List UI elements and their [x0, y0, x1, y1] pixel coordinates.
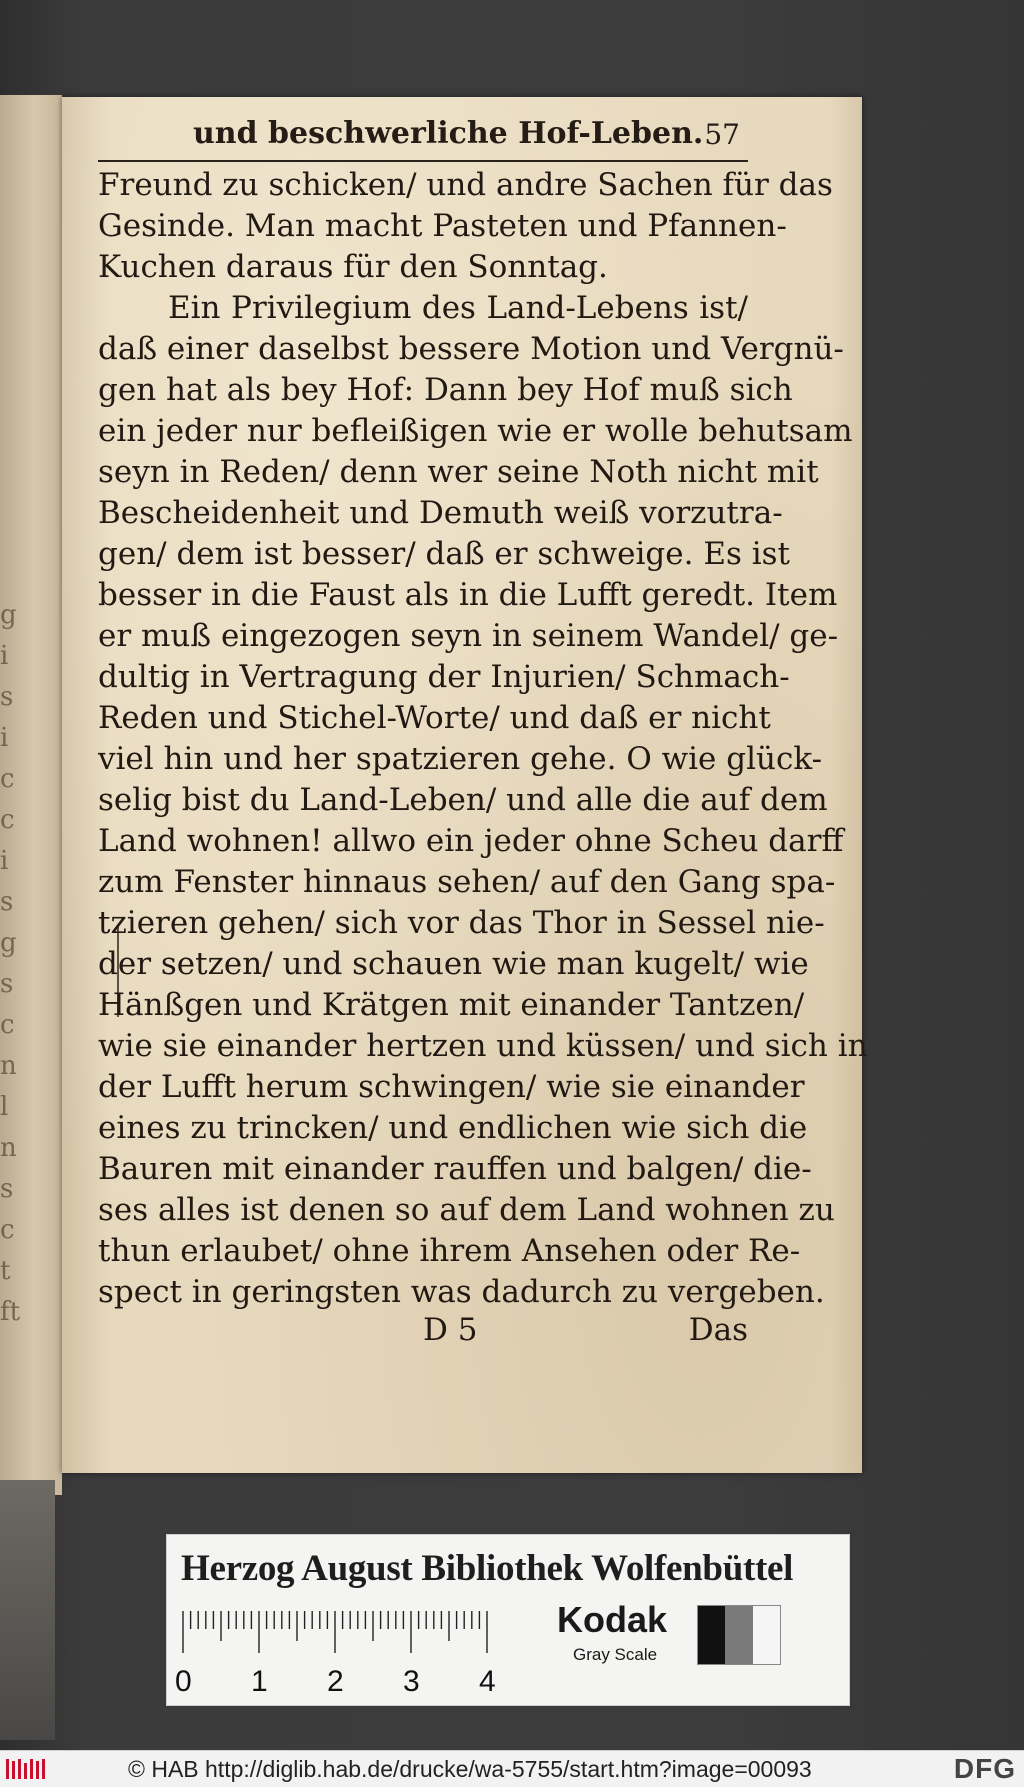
signature-mark: D 5	[423, 1312, 478, 1348]
facing-page-fragment: s	[0, 1174, 14, 1204]
ruler-number: 4	[479, 1665, 496, 1698]
facing-page-fragment: i	[0, 723, 9, 753]
text-line: wie sie einander hertzen und küssen/ und sich in	[98, 1028, 868, 1064]
facing-page-fragment: n	[0, 1133, 17, 1163]
dfg-logo: DFG	[953, 1753, 1016, 1784]
text-line: tzieren gehen/ sich vor das Thor in Sessel nie-	[98, 905, 825, 941]
library-label-card	[166, 1534, 850, 1706]
text-line: Bauren mit einander rauffen und balgen/ die-	[98, 1151, 812, 1187]
text-line: Freund zu schicken/ und andre Sachen für das	[98, 167, 833, 203]
text-line: thun erlaubet/ ohne ihrem Ansehen oder Re-	[98, 1233, 801, 1269]
facing-page-fragments	[0, 595, 30, 1333]
facing-page-fragment: g	[0, 600, 17, 630]
facing-page-fragment: n	[0, 1051, 17, 1081]
ruler-number: 1	[251, 1665, 268, 1698]
text-line: selig bist du Land-Leben/ und alle die auf dem	[98, 782, 828, 818]
running-head: und beschwerliche Hof-Leben.	[193, 116, 704, 151]
facing-page-shadow	[0, 1480, 55, 1740]
facing-page-fragment: ft	[0, 1297, 21, 1327]
text-line: Land wohnen! allwo ein jeder ohne Scheu darff	[98, 823, 844, 859]
facing-page-edge	[0, 95, 62, 1495]
page-number: 57	[704, 118, 740, 151]
text-line: eines zu trincken/ und endlichen wie sich die	[98, 1110, 808, 1146]
gray-patch	[698, 1606, 725, 1664]
text-line: er muß eingezogen seyn in seinem Wandel/ ge-	[98, 618, 839, 654]
text-line: dultig in Vertragung der Injurien/ Schmach-	[98, 659, 790, 695]
text-line: viel hin und her spatzieren gehe. O wie glück-	[98, 741, 823, 777]
text-line: ses alles ist denen so auf dem Land wohnen zu	[98, 1192, 835, 1228]
hab-logo-icon	[6, 1757, 46, 1781]
library-name: Herzog August Bibliothek Wolfenbüttel	[181, 1548, 794, 1589]
text-line: der setzen/ und schauen wie man kugelt/ wie	[98, 946, 809, 982]
text-line: Kuchen daraus für den Sonntag.	[98, 249, 608, 285]
text-line: gen/ dem ist besser/ daß er schweige. Es ist	[98, 536, 791, 572]
ruler-ticks	[181, 1607, 541, 1665]
gray-scale-patches	[697, 1605, 781, 1665]
text-line: zum Fenster hinnaus sehen/ auf den Gang spa-	[98, 864, 836, 900]
text-line: seyn in Reden/ denn wer seine Noth nicht mit	[98, 454, 819, 490]
facing-page-fragment: l	[0, 1092, 9, 1122]
facing-page-fragment: g	[0, 928, 17, 958]
text-line: Reden und Stichel-Worte/ und daß er nicht	[98, 700, 771, 736]
text-line: Hänßgen und Krätgen mit einander Tantzen/	[98, 987, 805, 1023]
facing-page-fragment: t	[0, 1256, 11, 1286]
ruler-number: 0	[175, 1665, 192, 1698]
facing-page-fragment: c	[0, 805, 15, 835]
ruler-number: 2	[327, 1665, 344, 1698]
credit-link[interactable]: © HAB http://diglib.hab.de/drucke/wa-5755/start.htm?image=00093	[128, 1756, 812, 1782]
facing-page-fragment: s	[0, 682, 14, 712]
text-line: Bescheidenheit und Demuth weiß vorzutra-	[98, 495, 783, 531]
text-line: gen hat als bey Hof: Dann bey Hof muß sich	[98, 372, 793, 408]
facing-page-fragment: c	[0, 1215, 15, 1245]
facing-page-fragment: c	[0, 1010, 15, 1040]
facing-page-fragment: c	[0, 764, 15, 794]
facing-page-fragment: s	[0, 969, 14, 999]
gray-patch	[753, 1606, 780, 1664]
facing-page-fragment: i	[0, 846, 9, 876]
text-line: der Lufft herum schwingen/ wie sie einander	[98, 1069, 805, 1105]
facing-page-fragment: i	[0, 641, 9, 671]
kodak-gray-scale-label: Gray Scale	[573, 1645, 658, 1664]
page-footer	[98, 1312, 748, 1352]
text-line: spect in geringsten was dadurch zu vergeben.	[98, 1274, 825, 1310]
text-line: daß einer daselbst bessere Motion und Vergnü-	[98, 331, 844, 367]
text-line: besser in die Faust als in die Lufft geredt. Item	[98, 577, 838, 613]
text-line: Gesinde. Man macht Pasteten und Pfannen-	[98, 208, 787, 244]
text-line: Ein Privilegium des Land-Lebens ist/	[168, 290, 748, 326]
kodak-logo: Kodak	[557, 1599, 668, 1640]
page-body-text	[98, 165, 868, 1313]
facing-page-fragment: s	[0, 887, 14, 917]
page-header	[98, 110, 748, 162]
ruler-number: 3	[403, 1665, 420, 1698]
text-line: ein jeder nur befleißigen wie er wolle behutsam	[98, 413, 853, 449]
catchword: Das	[688, 1312, 748, 1348]
ruler	[175, 1607, 541, 1698]
credit-bar	[0, 1750, 1024, 1787]
gray-patch	[725, 1606, 752, 1664]
